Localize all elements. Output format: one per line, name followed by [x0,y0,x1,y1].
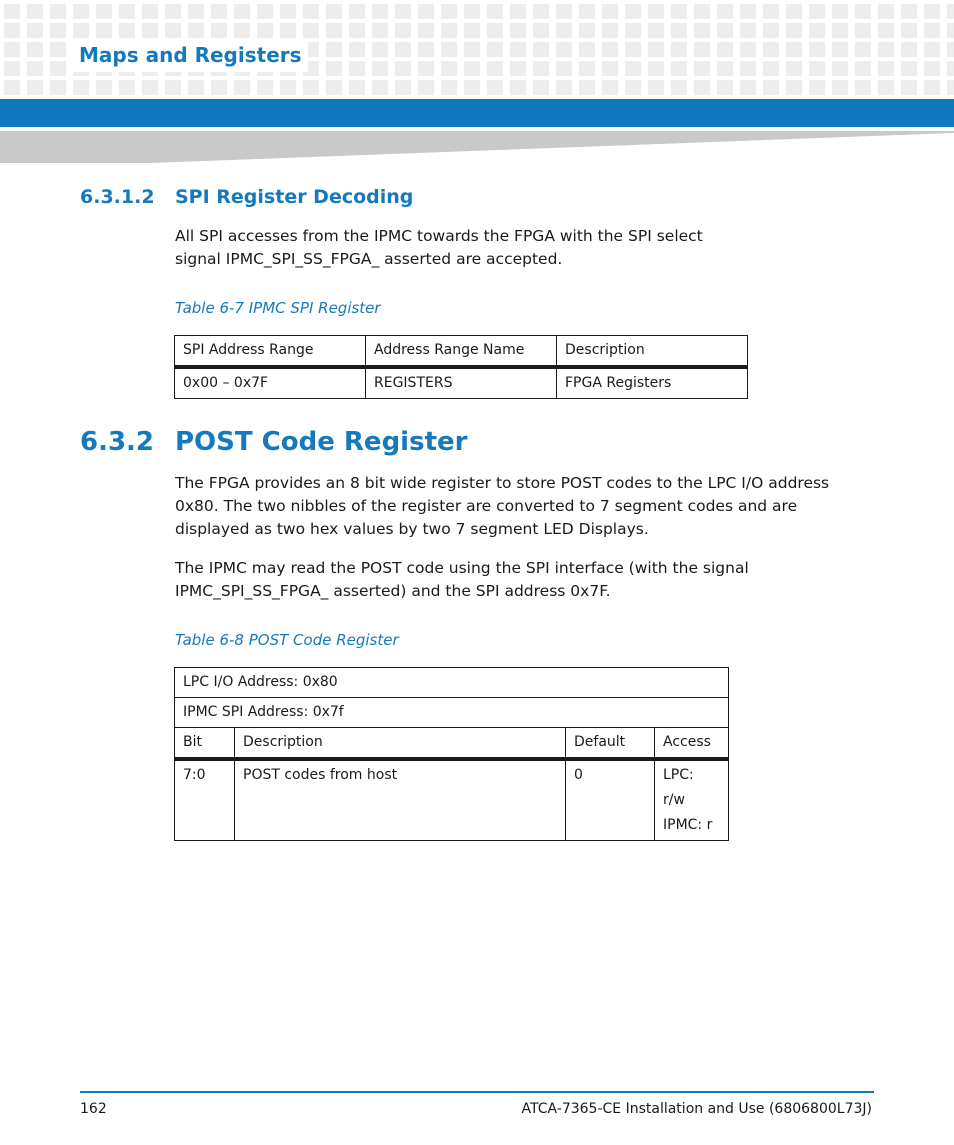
pattern-square [50,23,66,38]
pattern-square [188,23,204,38]
pattern-square [395,4,411,19]
pattern-square [4,23,20,38]
pattern-square [27,42,43,57]
pattern-square [947,42,954,57]
pattern-square [556,4,572,19]
section-heading-spi-register-decoding [80,183,413,211]
pattern-square [740,61,756,76]
table-cell: 0 [566,759,655,841]
pattern-square [119,4,135,19]
pattern-square [73,23,89,38]
pattern-square [556,61,572,76]
pattern-square [50,80,66,95]
pattern-square [878,42,894,57]
pattern-square [510,80,526,95]
pattern-square [211,80,227,95]
pattern-square [303,23,319,38]
pattern-square [832,4,848,19]
pattern-square [280,23,296,38]
pattern-square [395,23,411,38]
ipmc-spi-register-table [174,335,748,399]
pattern-square [119,23,135,38]
pattern-square [464,4,480,19]
pattern-square [717,42,733,57]
pattern-square [119,80,135,95]
pattern-square [694,61,710,76]
pattern-square [901,4,917,19]
pattern-square [625,4,641,19]
table-row [175,668,729,698]
pattern-square [809,61,825,76]
pattern-square [165,80,181,95]
page-number: 162 [80,1101,107,1117]
pattern-square [27,61,43,76]
pattern-square [96,80,112,95]
pattern-square [142,4,158,19]
pattern-square [694,4,710,19]
pattern-square [165,4,181,19]
pattern-square [901,23,917,38]
pattern-square [556,42,572,57]
pattern-square [625,42,641,57]
pattern-square [303,80,319,95]
pattern-square [533,23,549,38]
section-title: POST Code Register [175,427,468,457]
pattern-square [349,80,365,95]
pattern-square [441,4,457,19]
pattern-square [441,42,457,57]
pattern-square [579,42,595,57]
pattern-square [4,61,20,76]
pattern-square [510,4,526,19]
pattern-square [740,4,756,19]
pattern-square [510,61,526,76]
pattern-square [855,23,871,38]
pattern-square [234,80,250,95]
table-cell: FPGA Registers [557,367,748,399]
pattern-square [4,4,20,19]
pattern-square [257,23,273,38]
section-number: 6.3.1.2 [80,186,155,208]
pattern-square [188,80,204,95]
pattern-square [648,42,664,57]
pattern-square [372,4,388,19]
table-caption-post-code: Table 6-8 POST Code Register [175,631,399,649]
table-header-row [175,336,748,368]
pattern-square [211,4,227,19]
pattern-square [740,80,756,95]
pattern-square [533,4,549,19]
section-heading-post-code-register [80,424,467,460]
access-lpc: LPC: r/w [663,767,694,808]
pattern-square [625,61,641,76]
pattern-square [786,61,802,76]
pattern-square [740,42,756,57]
pattern-square [27,23,43,38]
pattern-square [648,80,664,95]
pattern-square [418,4,434,19]
pattern-square [464,80,480,95]
pattern-square [349,4,365,19]
pattern-square [717,61,733,76]
chapter-title: Maps and Registers [73,38,308,72]
pattern-square [694,80,710,95]
pattern-square [418,80,434,95]
pattern-square [326,42,342,57]
pattern-square [602,61,618,76]
pattern-square [27,4,43,19]
pattern-square [142,80,158,95]
pattern-square [717,80,733,95]
section-title: SPI Register Decoding [175,186,414,208]
pattern-square [395,80,411,95]
pattern-square [763,61,779,76]
pattern-square [257,80,273,95]
pattern-square [763,80,779,95]
pattern-square [556,23,572,38]
pattern-square [901,80,917,95]
table-caption-ipmc-spi: Table 6-7 IPMC SPI Register [175,299,381,317]
pattern-square [579,4,595,19]
pattern-square [924,80,940,95]
table-row [175,759,729,841]
pattern-square [326,80,342,95]
pattern-square [763,23,779,38]
pattern-square [878,61,894,76]
ipmc-address-cell: IPMC SPI Address: 0x7f [175,698,729,728]
pattern-square [487,4,503,19]
pattern-square [464,42,480,57]
pattern-square [924,23,940,38]
table-row [175,698,729,728]
pattern-square [418,42,434,57]
pattern-square [326,23,342,38]
pattern-square [441,80,457,95]
header-blue-bar [0,99,954,127]
pattern-square [786,80,802,95]
pattern-square [924,4,940,19]
pattern-square [165,23,181,38]
table-header-row [175,728,729,760]
pattern-square [602,42,618,57]
pattern-square [579,80,595,95]
pattern-square [73,80,89,95]
pattern-square [602,4,618,19]
document-title: ATCA-7365-CE Installation and Use (6806800L73J) [521,1101,872,1117]
pattern-square [671,4,687,19]
pattern-square [694,42,710,57]
pattern-square [234,23,250,38]
pattern-square [533,42,549,57]
pattern-square [924,42,940,57]
pattern-square [855,42,871,57]
pattern-square [855,4,871,19]
pattern-square [372,80,388,95]
pattern-square [280,80,296,95]
pattern-square [4,80,20,95]
pattern-square [395,42,411,57]
pattern-square [786,42,802,57]
pattern-square [418,61,434,76]
pattern-square [579,61,595,76]
pattern-square [303,4,319,19]
pattern-square [349,42,365,57]
header-cell: Bit [175,728,235,760]
header-cell: Description [557,336,748,368]
pattern-square [832,23,848,38]
pattern-square [602,80,618,95]
pattern-square [96,4,112,19]
pattern-square [441,23,457,38]
pattern-square [947,23,954,38]
pattern-square [671,61,687,76]
pattern-square [257,4,273,19]
pattern-square [50,42,66,57]
post-paragraph-2: The IPMC may read the POST code using the SPI interface (with the signal IPMC_SPI_SS_FPGA_ asserted) and the SPI address 0x7F. [175,559,749,600]
pattern-square [372,42,388,57]
pattern-square [487,61,503,76]
pattern-square [625,80,641,95]
pattern-square [832,80,848,95]
pattern-square [901,42,917,57]
pattern-square [96,23,112,38]
pattern-square [211,23,227,38]
pattern-square [326,61,342,76]
pattern-square [464,61,480,76]
pattern-square [326,4,342,19]
pattern-square [602,23,618,38]
pattern-square [786,23,802,38]
spi-paragraph: All SPI accesses from the IPMC towards the FPGA with the SPI select signal IPMC_SPI_SS_FPGA_ asserted are accepted. [175,227,703,268]
pattern-square [740,23,756,38]
pattern-square [763,42,779,57]
pattern-square [671,42,687,57]
table-cell: REGISTERS [366,367,557,399]
pattern-square [280,4,296,19]
post-paragraph-1: The FPGA provides an 8 bit wide register to store POST codes to the LPC I/O address 0x80. The two nibbles of the register are converted to 7 segment codes and are displayed as two hex values by two 7 segment LED Displays. [175,474,830,538]
pattern-square [648,61,664,76]
header-cell: Access [655,728,729,760]
pattern-square [832,42,848,57]
header-cell: Address Range Name [366,336,557,368]
footer-rule [80,1091,874,1093]
access-cell [655,759,729,841]
table-cell: POST codes from host [235,759,566,841]
pattern-square [648,4,664,19]
pattern-square [947,80,954,95]
pattern-square [487,23,503,38]
pattern-square [947,61,954,76]
pattern-square [671,23,687,38]
pattern-square [349,61,365,76]
pattern-square [510,42,526,57]
pattern-square [947,4,954,19]
pattern-square [50,61,66,76]
header-gray-wedge [0,131,954,163]
pattern-square [901,61,917,76]
pattern-square [671,80,687,95]
access-ipmc: IPMC: r [663,817,713,833]
header-cell: Description [235,728,566,760]
pattern-square [533,61,549,76]
table-cell: 7:0 [175,759,235,841]
pattern-square [878,80,894,95]
pattern-square [142,23,158,38]
pattern-square [786,4,802,19]
pattern-square [533,80,549,95]
pattern-square [395,61,411,76]
pattern-square [809,42,825,57]
table-row [175,367,748,399]
pattern-square [487,80,503,95]
pattern-square [625,23,641,38]
pattern-square [809,80,825,95]
section-number: 6.3.2 [80,427,155,457]
pattern-square [556,80,572,95]
pattern-square [809,4,825,19]
lpc-address-cell: LPC I/O Address: 0x80 [175,668,729,698]
pattern-square [349,23,365,38]
pattern-square [372,23,388,38]
pattern-square [717,4,733,19]
pattern-square [878,23,894,38]
header-cell: Default [566,728,655,760]
post-code-register-table [174,667,729,841]
pattern-square [441,61,457,76]
pattern-square [809,23,825,38]
pattern-square [579,23,595,38]
pattern-square [50,4,66,19]
pattern-square [234,4,250,19]
pattern-square [717,23,733,38]
pattern-square [648,23,664,38]
pattern-square [694,23,710,38]
pattern-square [832,61,848,76]
pattern-square [763,4,779,19]
pattern-square [27,80,43,95]
pattern-square [464,23,480,38]
pattern-square [372,61,388,76]
pattern-square [510,23,526,38]
pattern-square [4,42,20,57]
pattern-square [855,61,871,76]
pattern-square [487,42,503,57]
pattern-square [73,4,89,19]
pattern-square [188,4,204,19]
table-cell: 0x00 – 0x7F [175,367,366,399]
pattern-square [418,23,434,38]
header-cell: SPI Address Range [175,336,366,368]
pattern-square [878,4,894,19]
pattern-square [855,80,871,95]
pattern-square [924,61,940,76]
